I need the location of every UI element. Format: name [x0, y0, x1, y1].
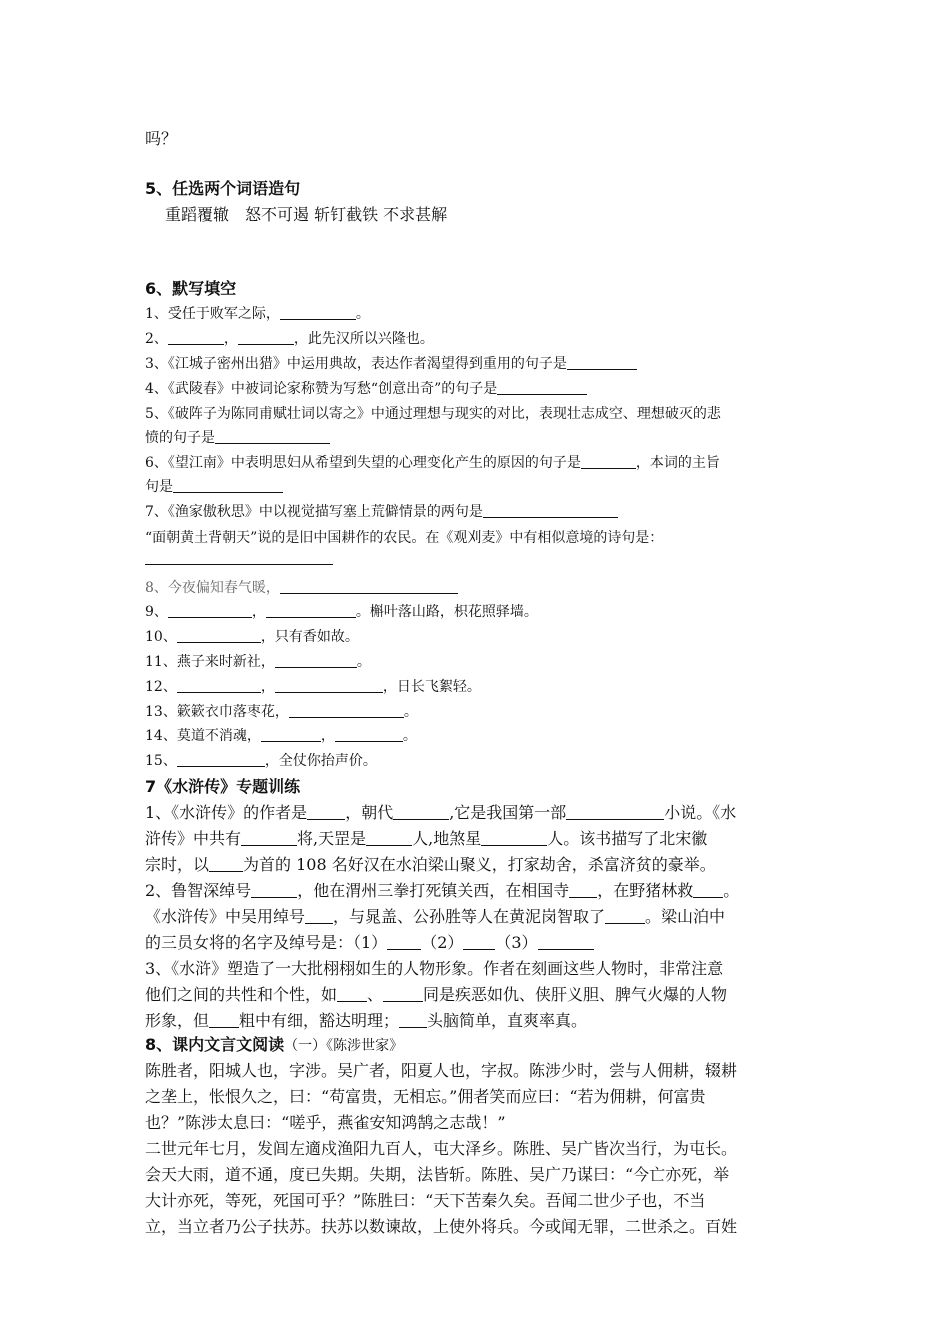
q7-para-4: 2、鲁智深绰号 ，他在渭州三拳打死镇关西，在相国寺 ，在野猪林救 。 — [145, 881, 740, 900]
answer-blank[interactable] — [209, 1011, 239, 1028]
q7-para-5: 《水浒传》中吴用绰号 ，与晁盖、公孙胜等人在黄泥岗智取了 。梁山泊中 — [145, 907, 726, 926]
answer-blank[interactable] — [463, 933, 495, 950]
q7-para-9: 形象，但 粗中有细，豁达明理； 头脑简单，直爽率真。 — [145, 1011, 588, 1030]
answer-blank[interactable] — [177, 752, 265, 767]
answer-blank[interactable] — [497, 380, 587, 395]
q6-line-6: 6、《望江南》中表明思妇从希望到失望的心理变化产生的原因的句子是 ，本词的主旨 — [145, 455, 720, 471]
q6-line-10: 10、 ，只有香如故。 — [145, 629, 359, 645]
answer-blank[interactable] — [289, 703, 404, 718]
answer-blank[interactable] — [266, 603, 356, 618]
answer-blank[interactable] — [383, 985, 423, 1002]
answer-blank[interactable] — [215, 429, 330, 444]
q7-para-2: 浒传》中共有 将,天罡是 人,地煞星 人。该书描写了北宋徽 — [145, 829, 708, 848]
q6-line-15: 15、 ，全仗你抬声价。 — [145, 753, 377, 769]
q6-line-1: 1、受任于败军之际， 。 — [145, 306, 370, 322]
answer-blank[interactable] — [605, 907, 645, 924]
answer-blank[interactable] — [538, 933, 594, 950]
answer-blank[interactable] — [366, 829, 412, 846]
answer-blank[interactable] — [251, 881, 297, 898]
q8-text-line: 大计亦死，等死，死国可乎？”陈胜曰：“天下苦秦久矣。吾闻二世少子也，不当 — [145, 1191, 706, 1210]
q6-line-7: 7、《渔家傲秋思》中以视觉描写塞上荒僻情景的两句是 — [145, 501, 618, 521]
answer-blank[interactable] — [581, 454, 636, 469]
answer-blank[interactable] — [307, 803, 345, 820]
answer-blank[interactable] — [305, 907, 333, 924]
q7-para-6: 的三员女将的名字及绰号是：（1） （2） （3） — [145, 930, 594, 953]
q6-line-5-cont: 愤的句子是 — [145, 427, 330, 447]
answer-blank[interactable] — [238, 330, 294, 345]
answer-blank[interactable] — [569, 881, 597, 898]
q8-subtitle: （一）《陈涉世家》 — [284, 1038, 404, 1054]
answer-blank[interactable] — [275, 678, 383, 693]
q7-para-8: 他们之间的共性和个性，如 、 同是疾恶如仇、侠肝义胆、脾气火爆的人物 — [145, 985, 728, 1004]
q8-text-line: 也？”陈涉太息曰：“嗟乎，燕雀安知鸿鹄之志哉！” — [145, 1113, 506, 1132]
q6-line-2: 2、 ， ，此先汉所以兴隆也。 — [145, 331, 434, 347]
answer-blank[interactable] — [177, 678, 261, 693]
q6-line-9: 9、 ， 。槲叶落山路，枳花照驿墙。 — [145, 604, 538, 620]
answer-blank[interactable] — [241, 829, 297, 846]
answer-blank[interactable] — [209, 855, 243, 872]
q7-para-1: 1、《水浒传》的作者是 ，朝代 ,它是我国第一部 小说。《水 — [145, 803, 737, 822]
answer-blank[interactable] — [261, 727, 321, 742]
q8-text-line: 二世元年七月，发闾左適戍渔阳九百人，屯大泽乡。陈胜、吴广皆次当行，为屯长。 — [145, 1139, 738, 1158]
answer-blank[interactable] — [177, 628, 261, 643]
q8-text-line: 之垄上，怅恨久之，曰：“苟富贵，无相忘。”佣者笑而应曰：“若为佣耕，何富贵 — [145, 1087, 706, 1106]
q6-line-12: 12、 ， ，日长飞絮轻。 — [145, 679, 481, 695]
answer-blank[interactable] — [145, 550, 333, 565]
q6-line-8: 8、今夜偏知春气暖， — [145, 577, 458, 597]
q8-text-line: 立，当立者乃公子扶苏。扶苏以数谏故，上使外将兵。今或闻无罪，二世杀之。百姓 — [145, 1217, 738, 1236]
answer-blank[interactable] — [387, 933, 421, 950]
answer-blank[interactable] — [280, 305, 356, 320]
answer-blank[interactable] — [483, 503, 618, 518]
answer-blank[interactable] — [567, 355, 637, 370]
q7-para-7: 3、《水浒》塑造了一大批栩栩如生的人物形象。作者在刻画这些人物时，非常注意 — [145, 959, 724, 978]
q6-line-5: 5、《破阵子为陈同甫赋壮词以寄之》中通过理想与现实的对比，表现壮志成空、理想破灭的悲 — [145, 406, 721, 422]
intro-tail: 吗？ — [145, 129, 178, 148]
q6-line-11: 11、燕子来时新社， 。 — [145, 654, 371, 670]
q6-line-14: 14、莫道不消魂， ， 。 — [145, 728, 417, 744]
q5-heading: 5、任选两个词语造句 — [145, 179, 301, 198]
q6-heading: 6、默写填空 — [145, 279, 237, 298]
q6-line-4: 4、《武陵春》中被词论家称赞为写愁“创意出奇”的句子是 — [145, 378, 587, 398]
q8-text-line: 陈胜者，阳城人也，字涉。吴广者，阳夏人也，字叔。陈涉少时，尝与人佣耕，辍耕 — [145, 1061, 738, 1080]
q8-heading: 8、课内文言文阅读 — [145, 1035, 285, 1054]
answer-blank[interactable] — [275, 653, 357, 668]
q7-heading: 7《水浒传》专题训练 — [145, 777, 301, 796]
answer-blank[interactable] — [337, 985, 367, 1002]
answer-blank[interactable] — [393, 803, 449, 820]
q8-text-line: 会天大雨，道不通，度已失期。失期，法皆斩。陈胜、吴广乃谋曰：“今亡亦死，举 — [145, 1165, 730, 1184]
q6-line-6-cont: 句是 — [145, 476, 283, 496]
answer-blank[interactable] — [168, 330, 224, 345]
answer-blank[interactable] — [693, 881, 723, 898]
answer-blank[interactable] — [280, 579, 458, 594]
answer-blank[interactable] — [399, 1011, 427, 1028]
q8-heading-row — [145, 1032, 403, 1055]
q5-words: 重蹈覆辙 怒不可遏 斩钉截铁 不求甚解 — [165, 205, 448, 224]
q6-line-7b: “面朝黄土背朝天”说的是旧中国耕作的农民。在《观刈麦》中有相似意境的诗句是： — [145, 530, 664, 546]
q6-line-7b-answer — [145, 550, 333, 567]
q6-line-13: 13、簌簌衣巾落枣花， 。 — [145, 704, 418, 720]
answer-blank[interactable] — [335, 727, 403, 742]
answer-blank[interactable] — [173, 478, 283, 493]
answer-blank[interactable] — [566, 803, 664, 820]
answer-blank[interactable] — [481, 829, 547, 846]
answer-blank[interactable] — [168, 603, 252, 618]
q7-para-3: 宗时，以 为首的 108 名好汉在水泊梁山聚义，打家劫舍，杀富济贫的豪举。 — [145, 855, 716, 874]
q6-line-3: 3、《江城子密州出猎》中运用典故，表达作者渴望得到重用的句子是 — [145, 353, 637, 373]
